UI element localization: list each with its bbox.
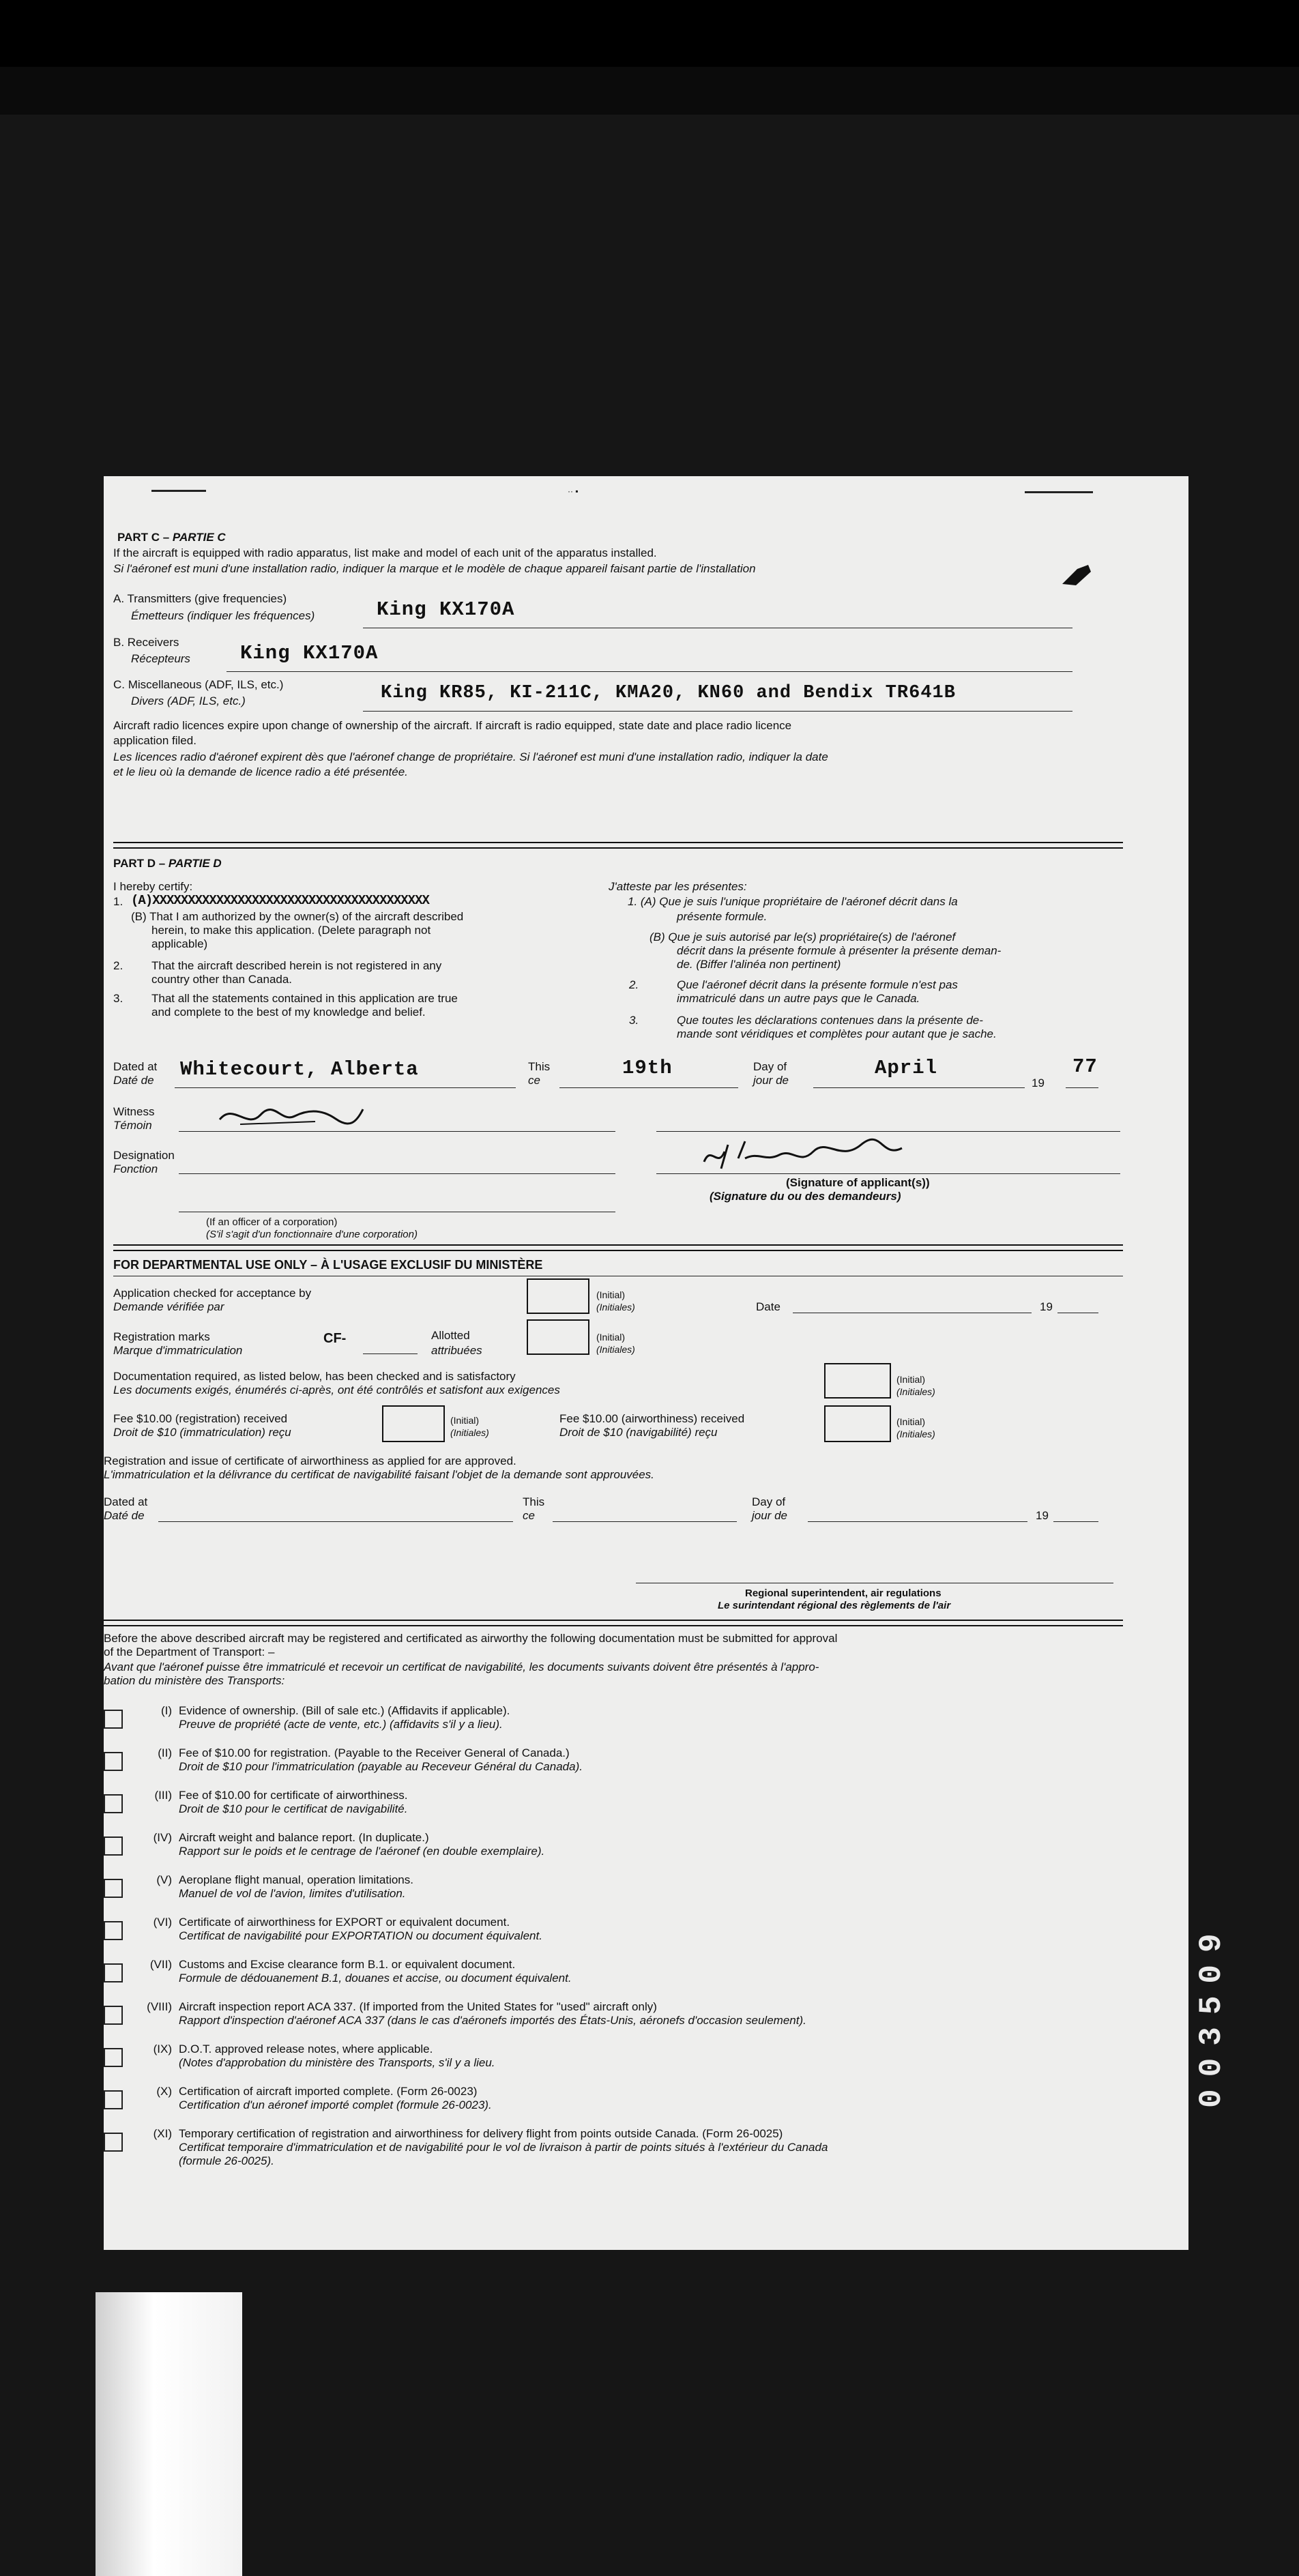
req-item bbox=[104, 1873, 1127, 1907]
fee-air-fr: Droit de $10 (navigabilité) reçu bbox=[559, 1426, 718, 1439]
witness-line bbox=[179, 1131, 615, 1132]
req-num: (II) bbox=[158, 1746, 172, 1759]
header-marks: ·· ▪ bbox=[568, 486, 579, 496]
signature-applicant-fr: (Signature du ou des demandeurs) bbox=[710, 1190, 901, 1203]
item1b-en-2: herein, to make this application. (Delete paragraph not bbox=[151, 924, 431, 937]
req-en: Temporary certification of registration and airworthiness for delivery flight from points outside Canada. (Form 26-0025) bbox=[179, 2127, 783, 2140]
receivers-line bbox=[227, 671, 1072, 672]
dept-dated-at-fr: Daté de bbox=[104, 1509, 145, 1522]
dated-at-value: Whitecourt, Alberta bbox=[180, 1058, 419, 1081]
fee-reg-initial-box bbox=[382, 1405, 445, 1442]
req-item bbox=[104, 1958, 1127, 1992]
dept-day-line bbox=[553, 1521, 737, 1522]
receivers-label-fr: Récepteurs bbox=[131, 652, 190, 665]
req-checkbox[interactable] bbox=[104, 1963, 123, 1982]
officer-en: (If an officer of a corporation) bbox=[206, 1216, 338, 1228]
item1b-en-1: (B) That I am authorized by the owner(s) of the aircraft described bbox=[131, 910, 464, 923]
req-num: (VII) bbox=[149, 1958, 172, 1971]
item2-en-2: country other than Canada. bbox=[151, 973, 293, 986]
docs-initial-en: (Initial) bbox=[896, 1374, 926, 1385]
part-c-intro-fr: Si l'aéronef est muni d'une installation radio, indiquer la marque et le modèle de chaque appareil faisant partie de l'installation bbox=[113, 562, 756, 575]
req-num: (V) bbox=[156, 1873, 172, 1886]
part-c-intro-en: If the aircraft is equipped with radio apparatus, list make and model of each unit of the apparatus installed. bbox=[113, 546, 657, 559]
item2-en-1: That the aircraft described herein is not registered in any bbox=[151, 959, 442, 972]
fr1b-2: décrit dans la présente formule à présenter la présente deman- bbox=[677, 944, 1002, 957]
checked-en: Application checked for acceptance by bbox=[113, 1287, 312, 1300]
fr1b-3: de. (Biffer l'alinéa non pertinent) bbox=[677, 958, 841, 971]
req-item bbox=[104, 2085, 1127, 2119]
checked-initial-fr: (Initiales) bbox=[596, 1302, 635, 1313]
req-intro-en-1: Before the above described aircraft may be registered and certificated as airworthy the following documentation must be submitted for approval bbox=[104, 1632, 838, 1645]
part-c-title: PART C – PARTIE C bbox=[117, 531, 226, 544]
item3-label: 3. bbox=[113, 992, 123, 1005]
reg-marks-en: Registration marks bbox=[113, 1330, 210, 1343]
designation-fr: Fonction bbox=[113, 1162, 158, 1175]
req-checkbox[interactable] bbox=[104, 1836, 123, 1856]
allotted-fr: attribuées bbox=[431, 1344, 482, 1357]
req-num: (XI) bbox=[153, 2127, 172, 2140]
dept-year-line-2 bbox=[1053, 1521, 1098, 1522]
req-en: D.O.T. approved release notes, where applicable. bbox=[179, 2043, 433, 2055]
licence-note-fr-2: et le lieu où la demande de licence radio a été présentée. bbox=[113, 765, 408, 778]
req-fr: Certificat de navigabilité pour EXPORTATION ou document équivalent. bbox=[179, 1929, 542, 1942]
fee-reg-fr: Droit de $10 (immatriculation) reçu bbox=[113, 1426, 291, 1439]
req-num: (VI) bbox=[153, 1916, 172, 1929]
applicant-line bbox=[656, 1173, 1120, 1174]
film-leader-strip bbox=[96, 2292, 242, 2576]
day-of-fr: jour de bbox=[753, 1074, 789, 1087]
fee-air-initial-fr: (Initiales) bbox=[896, 1429, 935, 1439]
witness-en: Witness bbox=[113, 1105, 155, 1118]
pen-mark bbox=[1055, 558, 1096, 596]
witness-fr: Témoin bbox=[113, 1119, 152, 1132]
fee-reg-initial-en: (Initial) bbox=[450, 1415, 480, 1426]
item1-struck: (A)XXXXXXXXXXXXXXXXXXXXXXXXXXXXXXXXXXXXXXX bbox=[131, 893, 429, 908]
req-fr: Rapport sur le poids et le centrage de l'aéronef (en double exemplaire). bbox=[179, 1845, 545, 1858]
dept-this-fr: ce bbox=[523, 1509, 535, 1522]
dept-year-prefix: 19 bbox=[1040, 1300, 1053, 1313]
licence-note-en-2: application filed. bbox=[113, 734, 196, 747]
day-value: 19th bbox=[622, 1057, 673, 1079]
dept-day-of-en: Day of bbox=[752, 1495, 786, 1508]
officer-fr: (S'il s'agit d'un fonctionnaire d'une corporation) bbox=[206, 1229, 418, 1240]
licence-note-fr-1: Les licences radio d'aéronef expirent dès que l'aéronef change de propriétaire. Si l'aéronef est muni d'une installation radio, indiquer la date bbox=[113, 750, 828, 763]
fee-reg-en: Fee $10.00 (registration) received bbox=[113, 1412, 288, 1425]
checked-fr: Demande vérifiée par bbox=[113, 1300, 224, 1313]
superintendent-en: Regional superintendent, air regulations bbox=[745, 1587, 942, 1599]
req-en: Certificate of airworthiness for EXPORT or equivalent document. bbox=[179, 1916, 510, 1929]
fee-air-en: Fee $10.00 (airworthiness) received bbox=[559, 1412, 745, 1425]
transmitters-value: King KX170A bbox=[377, 598, 515, 621]
req-checkbox[interactable] bbox=[104, 2133, 123, 2152]
req-fr: Rapport d'inspection d'aéronef ACA 337 (dans le cas d'aéronefs importés des États-Unis, aéronefs d'occasion seulement). bbox=[179, 2014, 806, 2027]
dept-date-label: Date bbox=[756, 1300, 780, 1313]
receivers-value: King KX170A bbox=[240, 642, 379, 664]
req-checkbox[interactable] bbox=[104, 1921, 123, 1940]
dept-dated-at-line bbox=[158, 1521, 513, 1522]
applicant-signature bbox=[697, 1131, 916, 1182]
req-item bbox=[104, 1746, 1127, 1781]
fr1a-2: présente formule. bbox=[677, 910, 768, 923]
day-line bbox=[559, 1087, 738, 1088]
req-num: (IV) bbox=[153, 1831, 172, 1844]
req-fr-cont: (formule 26-0025). bbox=[179, 2154, 274, 2167]
req-fr: Droit de $10 pour le certificat de navigabilité. bbox=[179, 1802, 408, 1815]
req-item bbox=[104, 1704, 1127, 1738]
req-fr: Preuve de propriété (acte de vente, etc.) (affidavits s'il y a lieu). bbox=[179, 1718, 503, 1731]
req-en: Evidence of ownership. (Bill of sale etc.) (Affidavits if applicable). bbox=[179, 1704, 510, 1717]
misc-label-fr: Divers (ADF, ILS, etc.) bbox=[131, 694, 246, 707]
dept-dated-at-en: Dated at bbox=[104, 1495, 148, 1508]
req-fr: Droit de $10 pour l'immatriculation (payable au Receveur Général du Canada). bbox=[179, 1760, 583, 1773]
req-en: Aircraft inspection report ACA 337. (If imported from the United States for "used" aircraft only) bbox=[179, 2000, 657, 2013]
fee-air-initial-en: (Initial) bbox=[896, 1416, 926, 1427]
fr2-label: 2. bbox=[629, 978, 639, 991]
req-en: Fee of $10.00 for certificate of airworthiness. bbox=[179, 1789, 408, 1802]
fr3-label: 3. bbox=[629, 1014, 639, 1027]
req-item bbox=[104, 2043, 1127, 2077]
fee-air-initial-box bbox=[824, 1405, 891, 1442]
misc-value: King KR85, KI-211C, KMA20, KN60 and Bendix TR641B bbox=[381, 683, 956, 703]
top-dash-left bbox=[151, 490, 206, 492]
req-item bbox=[104, 1916, 1127, 1950]
misc-line bbox=[363, 711, 1072, 712]
year-value: 77 bbox=[1072, 1055, 1098, 1078]
designation-en: Designation bbox=[113, 1149, 175, 1162]
reg-initial-en: (Initial) bbox=[596, 1332, 626, 1343]
req-fr: Manuel de vol de l'avion, limites d'utilisation. bbox=[179, 1887, 406, 1900]
req-en: Aircraft weight and balance report. (In duplicate.) bbox=[179, 1831, 429, 1844]
certify-en: I hereby certify: bbox=[113, 880, 193, 893]
item1b-en-3: applicable) bbox=[151, 937, 208, 950]
fr2-1: Que l'aéronef décrit dans la présente formule n'est pas bbox=[677, 978, 958, 991]
transmitters-label-en: A. Transmitters (give frequencies) bbox=[113, 592, 287, 605]
film-top-edge bbox=[0, 67, 1299, 115]
req-checkbox[interactable] bbox=[104, 2006, 123, 2025]
licence-note-en-1: Aircraft radio licences expire upon change of ownership of the aircraft. If aircraft is radio equipped, state date and place radio licence bbox=[113, 719, 792, 732]
reg-marks-fr: Marque d'immatriculation bbox=[113, 1344, 243, 1357]
misc-label-en: C. Miscellaneous (ADF, ILS, etc.) bbox=[113, 678, 284, 691]
dept-year-prefix-2: 19 bbox=[1036, 1509, 1049, 1522]
this-en: This bbox=[528, 1060, 551, 1073]
req-intro-en-2: of the Department of Transport: – bbox=[104, 1645, 275, 1658]
docs-initial-box bbox=[824, 1363, 891, 1399]
day-of-en: Day of bbox=[753, 1060, 787, 1073]
film-top-border bbox=[0, 0, 1299, 67]
req-num: (X) bbox=[156, 2085, 172, 2098]
req-fr: Certificat temporaire d'immatriculation et de navigabilité pour le vol de livraison à partir de points situés à l'extérieur du Canada bbox=[179, 2141, 828, 2154]
this-fr: ce bbox=[528, 1074, 540, 1087]
transmitters-label-fr: Émetteurs (indiquer les fréquences) bbox=[131, 609, 315, 622]
req-num: (I) bbox=[160, 1704, 172, 1717]
allotted-en: Allotted bbox=[431, 1329, 470, 1342]
cf-prefix: CF- bbox=[323, 1331, 347, 1346]
item2-label: 2. bbox=[113, 959, 123, 972]
req-item bbox=[104, 2000, 1127, 2034]
fr2-2: immatriculé dans un autre pays que le Canada. bbox=[677, 992, 920, 1005]
req-en: Certification of aircraft imported complete. (Form 26-0023) bbox=[179, 2085, 478, 2098]
issue-en: Registration and issue of certificate of airworthiness as applied for are approved. bbox=[104, 1454, 516, 1467]
dated-at-en: Dated at bbox=[113, 1060, 158, 1073]
reg-marks-line bbox=[363, 1353, 418, 1354]
dept-month-line bbox=[808, 1521, 1027, 1522]
req-fr: Formule de dédouanement B.1, douanes et accise, ou document équivalent. bbox=[179, 1972, 572, 1985]
req-checkbox[interactable] bbox=[104, 1752, 123, 1771]
fr1a-1: 1. (A) Que je suis l'unique propriétaire de l'aéronef décrit dans la bbox=[628, 895, 958, 908]
form-page bbox=[104, 476, 1188, 2250]
superintendent-fr: Le surintendant régional des règlements de l'air bbox=[718, 1600, 951, 1611]
dept-divider bbox=[104, 1620, 1123, 1626]
req-num: (IX) bbox=[153, 2043, 172, 2055]
req-item bbox=[104, 2127, 1127, 2175]
year-line bbox=[1066, 1087, 1098, 1088]
witness-signature bbox=[213, 1096, 377, 1140]
req-en: Aeroplane flight manual, operation limitations. bbox=[179, 1873, 413, 1886]
req-checkbox[interactable] bbox=[104, 1879, 123, 1898]
req-intro-fr-2: bation du ministère des Transports: bbox=[104, 1674, 285, 1687]
certify-fr: J'atteste par les présentes: bbox=[609, 880, 747, 893]
req-num: (III) bbox=[154, 1789, 172, 1802]
reg-initial-box bbox=[527, 1319, 589, 1355]
item3-en-1: That all the statements contained in this application are true bbox=[151, 992, 458, 1005]
req-checkbox[interactable] bbox=[104, 2090, 123, 2109]
req-item bbox=[104, 1831, 1127, 1865]
issue-fr: L'immatriculation et la délivrance du certificat de navigabilité faisant l'objet de la demande sont approuvées. bbox=[104, 1468, 654, 1481]
req-item bbox=[104, 1789, 1127, 1823]
docs-fr: Les documents exigés, énumérés ci-après, ont été contrôlés et satisfont aux exigences bbox=[113, 1384, 560, 1396]
dept-heading: FOR DEPARTMENTAL USE ONLY – À L'USAGE EXCLUSIF DU MINISTÈRE bbox=[113, 1258, 543, 1272]
film-frame-number: 003509 bbox=[1194, 1921, 1229, 2108]
req-num: (VIII) bbox=[147, 2000, 172, 2013]
dated-at-line bbox=[175, 1087, 516, 1088]
checked-initial-box bbox=[527, 1278, 589, 1314]
part-c-divider bbox=[113, 842, 1123, 849]
req-en: Fee of $10.00 for registration. (Payable to the Receiver General of Canada.) bbox=[179, 1746, 570, 1759]
year-prefix: 19 bbox=[1032, 1077, 1045, 1089]
top-dash-right bbox=[1025, 491, 1093, 493]
item3-en-2: and complete to the best of my knowledge and belief. bbox=[151, 1006, 426, 1019]
req-intro-fr-1: Avant que l'aéronef puisse être immatriculé et recevoir un certificat de navigabilité, les documents suivants doivent être présentés à l'appro- bbox=[104, 1660, 819, 1673]
req-en: Customs and Excise clearance form B.1. or equivalent document. bbox=[179, 1958, 516, 1971]
fr3-1: Que toutes les déclarations contenues dans la présente de- bbox=[677, 1014, 983, 1027]
req-checkbox[interactable] bbox=[104, 2048, 123, 2067]
part-d-title: PART D – PARTIE D bbox=[113, 857, 222, 870]
docs-initial-fr: (Initiales) bbox=[896, 1386, 935, 1397]
fr1b-1: (B) Que je suis autorisé par le(s) propriétaire(s) de l'aéronef bbox=[650, 931, 956, 943]
req-checkbox[interactable] bbox=[104, 1794, 123, 1813]
receivers-label-en: B. Receivers bbox=[113, 636, 179, 649]
month-value: April bbox=[875, 1057, 938, 1079]
req-fr: Certification d'un aéronef importé complet (formule 26-0023). bbox=[179, 2098, 492, 2111]
dated-at-fr: Daté de bbox=[113, 1074, 154, 1087]
reg-initial-fr: (Initiales) bbox=[596, 1344, 635, 1355]
part-d-divider bbox=[113, 1244, 1123, 1251]
designation-line bbox=[179, 1173, 615, 1174]
req-fr: (Notes d'approbation du ministère des Transports, s'il y a lieu. bbox=[179, 2056, 495, 2069]
signature-applicant-en: (Signature of applicant(s)) bbox=[786, 1176, 930, 1189]
docs-en: Documentation required, as listed below, has been checked and is satisfactory bbox=[113, 1370, 516, 1383]
dept-this-en: This bbox=[523, 1495, 545, 1508]
dept-day-of-fr: jour de bbox=[752, 1509, 787, 1522]
checked-initial-en: (Initial) bbox=[596, 1289, 626, 1300]
req-checkbox[interactable] bbox=[104, 1710, 123, 1729]
item1-label: 1. bbox=[113, 895, 123, 908]
fee-reg-initial-fr: (Initiales) bbox=[450, 1427, 489, 1438]
month-line bbox=[813, 1087, 1025, 1088]
fr3-2: mande sont véridiques et complètes pour autant que je sache. bbox=[677, 1027, 997, 1040]
